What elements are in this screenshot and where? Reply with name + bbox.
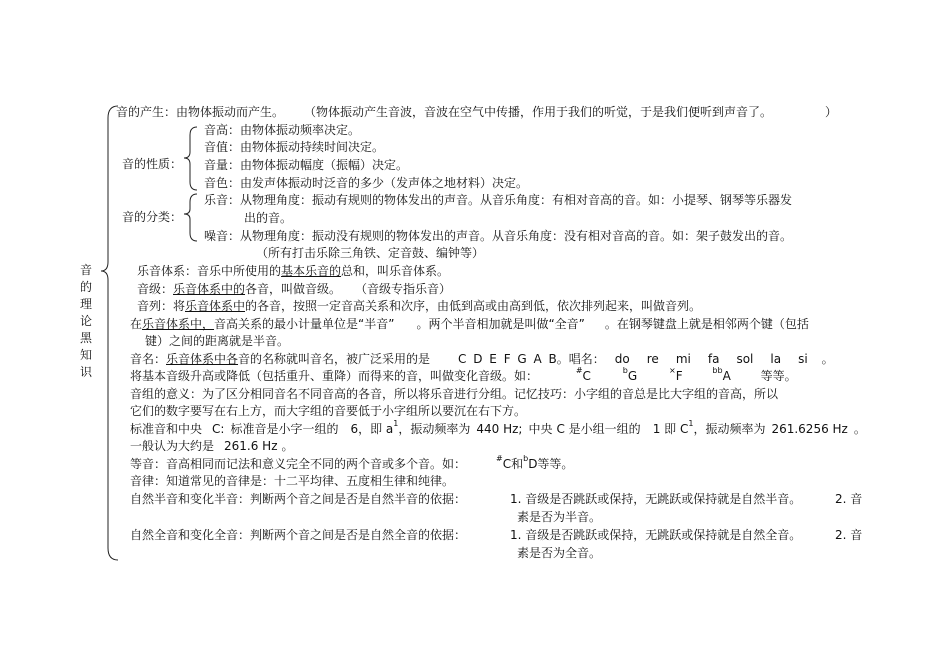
- property-volume: 音量：由物体振动幅度（振幅）决定。: [204, 158, 409, 172]
- musical-tone-text: 乐音：从物理角度：振动有规则的物体发出的声音。从音乐角度：有相对音高的音。如：小提琴、钢琴等乐器发: [204, 193, 793, 207]
- production-close: ）: [825, 105, 838, 119]
- scale-step-line: 音级：乐音体系中的各音，叫做音级。 （音级专指乐音）: [137, 282, 452, 296]
- musical-tone-cont: 出的音。: [244, 211, 293, 225]
- scale-series-line: 音列：将乐音体系中的各音，按照一定音高关系和次序，由低到高或由高到低，依次排列起来，叫做音列。: [137, 299, 702, 313]
- classification-label: 音的分类：: [122, 210, 183, 224]
- property-pitch: 音高：由物体振动频率决定。: [204, 123, 361, 137]
- natural-wholetone-rule2: 2. 音: [835, 528, 863, 542]
- standard-pitch-line2: 一般认为大约是 261.6 Hz 。: [130, 439, 294, 453]
- natural-semitone-rule1: 1. 音级是否跳跃或保持，无跳跃或保持就是自然半音。: [510, 492, 802, 506]
- standard-pitch-line: 标准音和中央 C: 标准音是小字一组的 6，即 $a^1$，振动频率为 440 Hz; 中央 C 是小组一组的 1 即 $C^1$，振动频率为 261.6256 Hz 。: [130, 419, 866, 436]
- properties-label: 音的性质：: [122, 157, 183, 171]
- natural-semitone-rule2-cont: 素是否为半音。: [517, 510, 602, 524]
- natural-semitone-label: 自然半音和变化半音：判断两个音之间是否是自然半音的依据：: [130, 492, 467, 506]
- note-names-line: 音名：乐音体系中各音的名称就叫音名，被广泛采用的是 C D E F G A B。唱名： do re mi fa sol la si 。: [130, 352, 834, 366]
- temperament-line: 音律：知道常见的音律是：十二平均律、五度相生律和纯律。: [130, 474, 455, 488]
- property-duration: 音值：由物体振动持续时间决定。: [204, 140, 385, 154]
- properties-brace: [184, 127, 197, 190]
- classification-brace: [184, 194, 197, 241]
- enharmonic-line: 等音：音高相同而记法和意义完全不同的两个音或多个音。如： #C和$^b$D等等。: [130, 454, 574, 471]
- semitone-line: 在乐音体系中，音高关系的最小计量单位是“半音” 。两个半音相加就是叫做“全音” 。在钢琴键盘上就是相邻两个键（包括: [130, 317, 809, 331]
- natural-semitone-rule2: 2. 音: [835, 492, 863, 506]
- system-line: 乐音体系：音乐中所使用的基本乐音的总和，叫乐音体系。: [137, 264, 450, 278]
- property-timbre: 音色：由发声体振动时泛音的多少（发声体之地材料）决定。: [204, 176, 529, 190]
- noise-text: 噪音：从物理角度：振动没有规则的物体发出的声音。从音乐角度：没有相对音高的音。如：架子鼓发出的音。: [204, 229, 793, 243]
- natural-wholetone-rule1: 1. 音级是否跳跃或保持，无跳跃或保持就是自然全音。: [510, 528, 802, 542]
- altered-line: 将基本音级升高或降低（包括重升、重降）而得来的音，叫做变化音级。如： #C $^b$G ×F $^{bb}$A 等等。: [130, 366, 797, 383]
- natural-wholetone-rule2-cont: 素是否为全音。: [517, 546, 602, 560]
- production-label: 音的产生：由物体振动而产生。: [116, 105, 285, 119]
- semitone-cont: 键）之间的距离就是半音。: [145, 334, 290, 348]
- production-note: （物体振动产生音波，音波在空气中传播，作用于我们的听觉，于是我们便听到声音了。: [304, 105, 773, 119]
- vertical-title: 音的理论黑知识: [80, 263, 93, 379]
- natural-wholetone-label: 自然全音和变化全音：判断两个音之间是否是自然全音的依据：: [130, 528, 467, 542]
- groups-line2: 它们的数字要写在右上方，而大字组的音要低于小字组所以要沉在右下方。: [130, 404, 527, 418]
- noise-note: （所有打击乐除三角铁、定音鼓、编钟等）: [256, 246, 485, 260]
- main-brace: [101, 106, 118, 560]
- groups-line1: 音组的意义：为了区分相同音名不同音高的各音，所以将乐音进行分组。记忆技巧：小字组的音总是比大字组的音高，所以: [130, 387, 779, 401]
